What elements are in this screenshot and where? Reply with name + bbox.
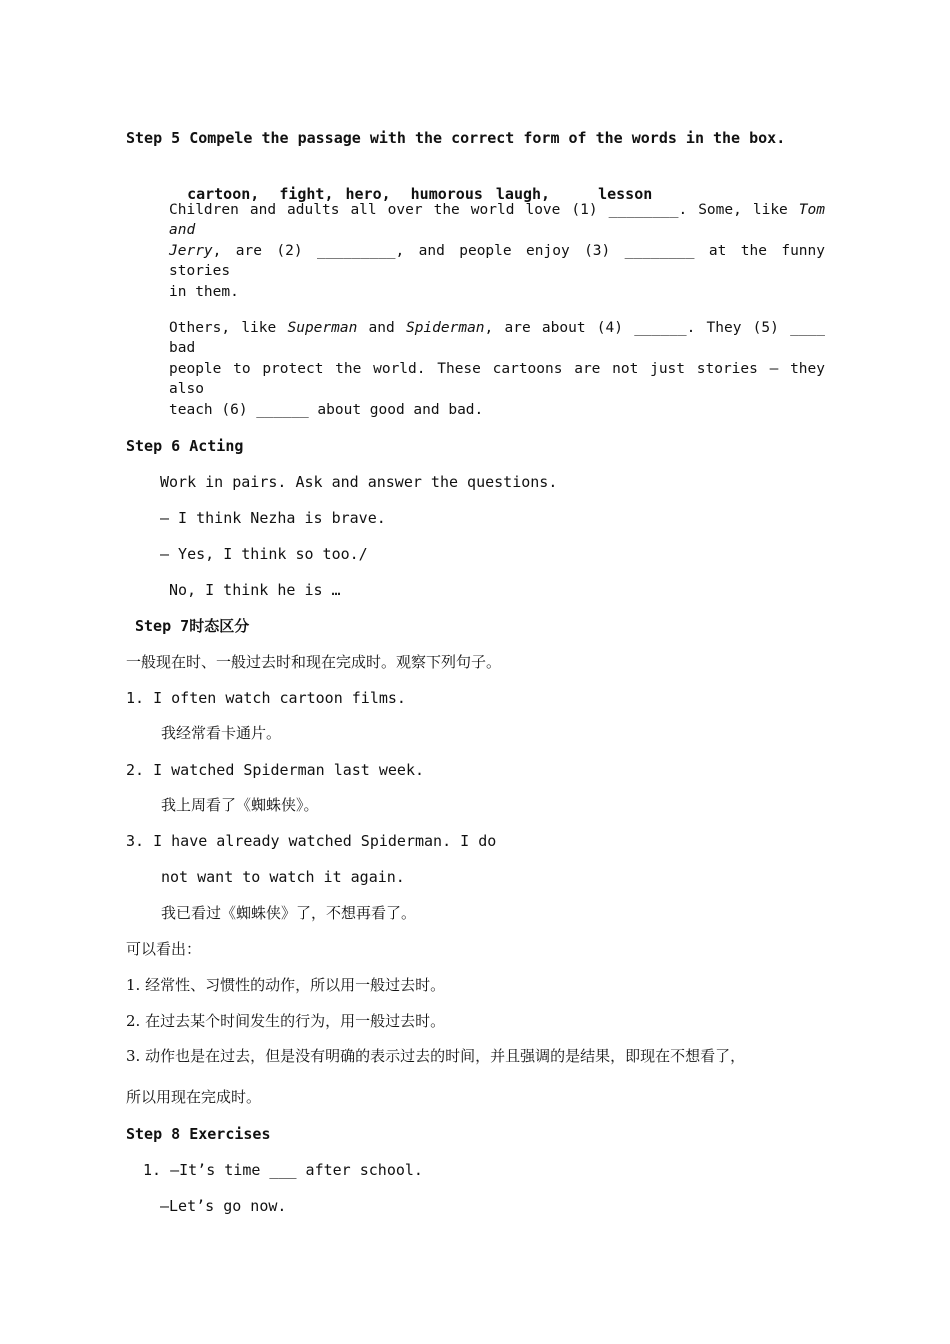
passage-p1-line2: Jerry, are (2) _________, and people enjoy (3) ________ at the funny stories	[169, 243, 825, 279]
sentence-3-en-line1: 3. I have already watched Spiderman. I do	[126, 832, 497, 850]
word-humorous: humorous	[410, 185, 483, 203]
conclusion-3-line2: 所以用现在完成时。	[126, 1088, 262, 1106]
word-hero: hero,	[345, 185, 391, 203]
step8-heading: Step 8 Exercises	[126, 1125, 271, 1143]
dialogue-answer-no: No, I think he is …	[169, 581, 341, 599]
exercise-1-answer: —Let’s go now.	[160, 1197, 287, 1215]
sentence-2-cn: 我上周看了《蜘蛛侠》。	[161, 796, 319, 814]
title-superman: Superman	[287, 320, 358, 336]
passage-p2-line2: people to protect the world. These cartoons are not just stories — they also	[169, 361, 825, 397]
word-box	[169, 164, 652, 204]
sentence-3-cn: 我已看过《蜘蛛侠》了，不想再看了。	[161, 904, 417, 922]
word-fight: fight,	[279, 185, 334, 203]
step6-instruction: Work in pairs. Ask and answer the questions.	[160, 473, 558, 491]
passage-p1-line1: Children and adults all over the world love (1) ________. Some, like Tom and	[169, 202, 825, 238]
word-lesson: lesson	[598, 185, 653, 203]
step7-intro: 一般现在时、一般过去时和现在完成时。观察下列句子。	[126, 653, 502, 671]
step6-heading: Step 6 Acting	[126, 437, 244, 455]
sentence-3-en-line2: not want to watch it again.	[161, 868, 405, 886]
conclusion-3-line1: 3. 动作也是在过去，但是没有明确的表示过去的时间，并且强调的是结果，即现在不想看了，	[126, 1047, 746, 1065]
sentence-1-cn: 我经常看卡通片。	[161, 724, 282, 742]
passage-p2-line3: teach (6) ______ about good and bad.	[169, 402, 484, 418]
dialogue-answer-yes: — Yes, I think so too./	[160, 545, 368, 563]
step5-heading: Step 5 Compele the passage with the correct form of the words in the box.	[126, 129, 786, 147]
passage-p1-line3: in them.	[169, 284, 239, 300]
conclusion-1: 1. 经常性、习惯性的动作，所以用一般过去时。	[126, 976, 446, 994]
conclusion-label: 可以看出：	[126, 940, 202, 958]
passage-p2-line1: Others, like Superman and Spiderman, are about (4) ______. They (5) ____ bad	[169, 320, 825, 356]
exercise-1-question: 1. —It’s time ___ after school.	[143, 1161, 423, 1179]
title-spiderman: Spiderman	[405, 320, 485, 336]
word-laugh: laugh,	[495, 185, 551, 203]
title-tom-and-jerry: Tom and	[169, 202, 825, 238]
sentence-2-en: 2. I watched Spiderman last week.	[126, 761, 425, 779]
dialogue-question: — I think Nezha is brave.	[160, 509, 386, 527]
step7-heading: Step 7时态区分	[135, 617, 250, 635]
word-cartoon: cartoon,	[187, 185, 260, 203]
conclusion-2: 2. 在过去某个时间发生的行为，用一般过去时。	[126, 1012, 446, 1030]
sentence-1-en: 1. I often watch cartoon films.	[126, 689, 406, 707]
